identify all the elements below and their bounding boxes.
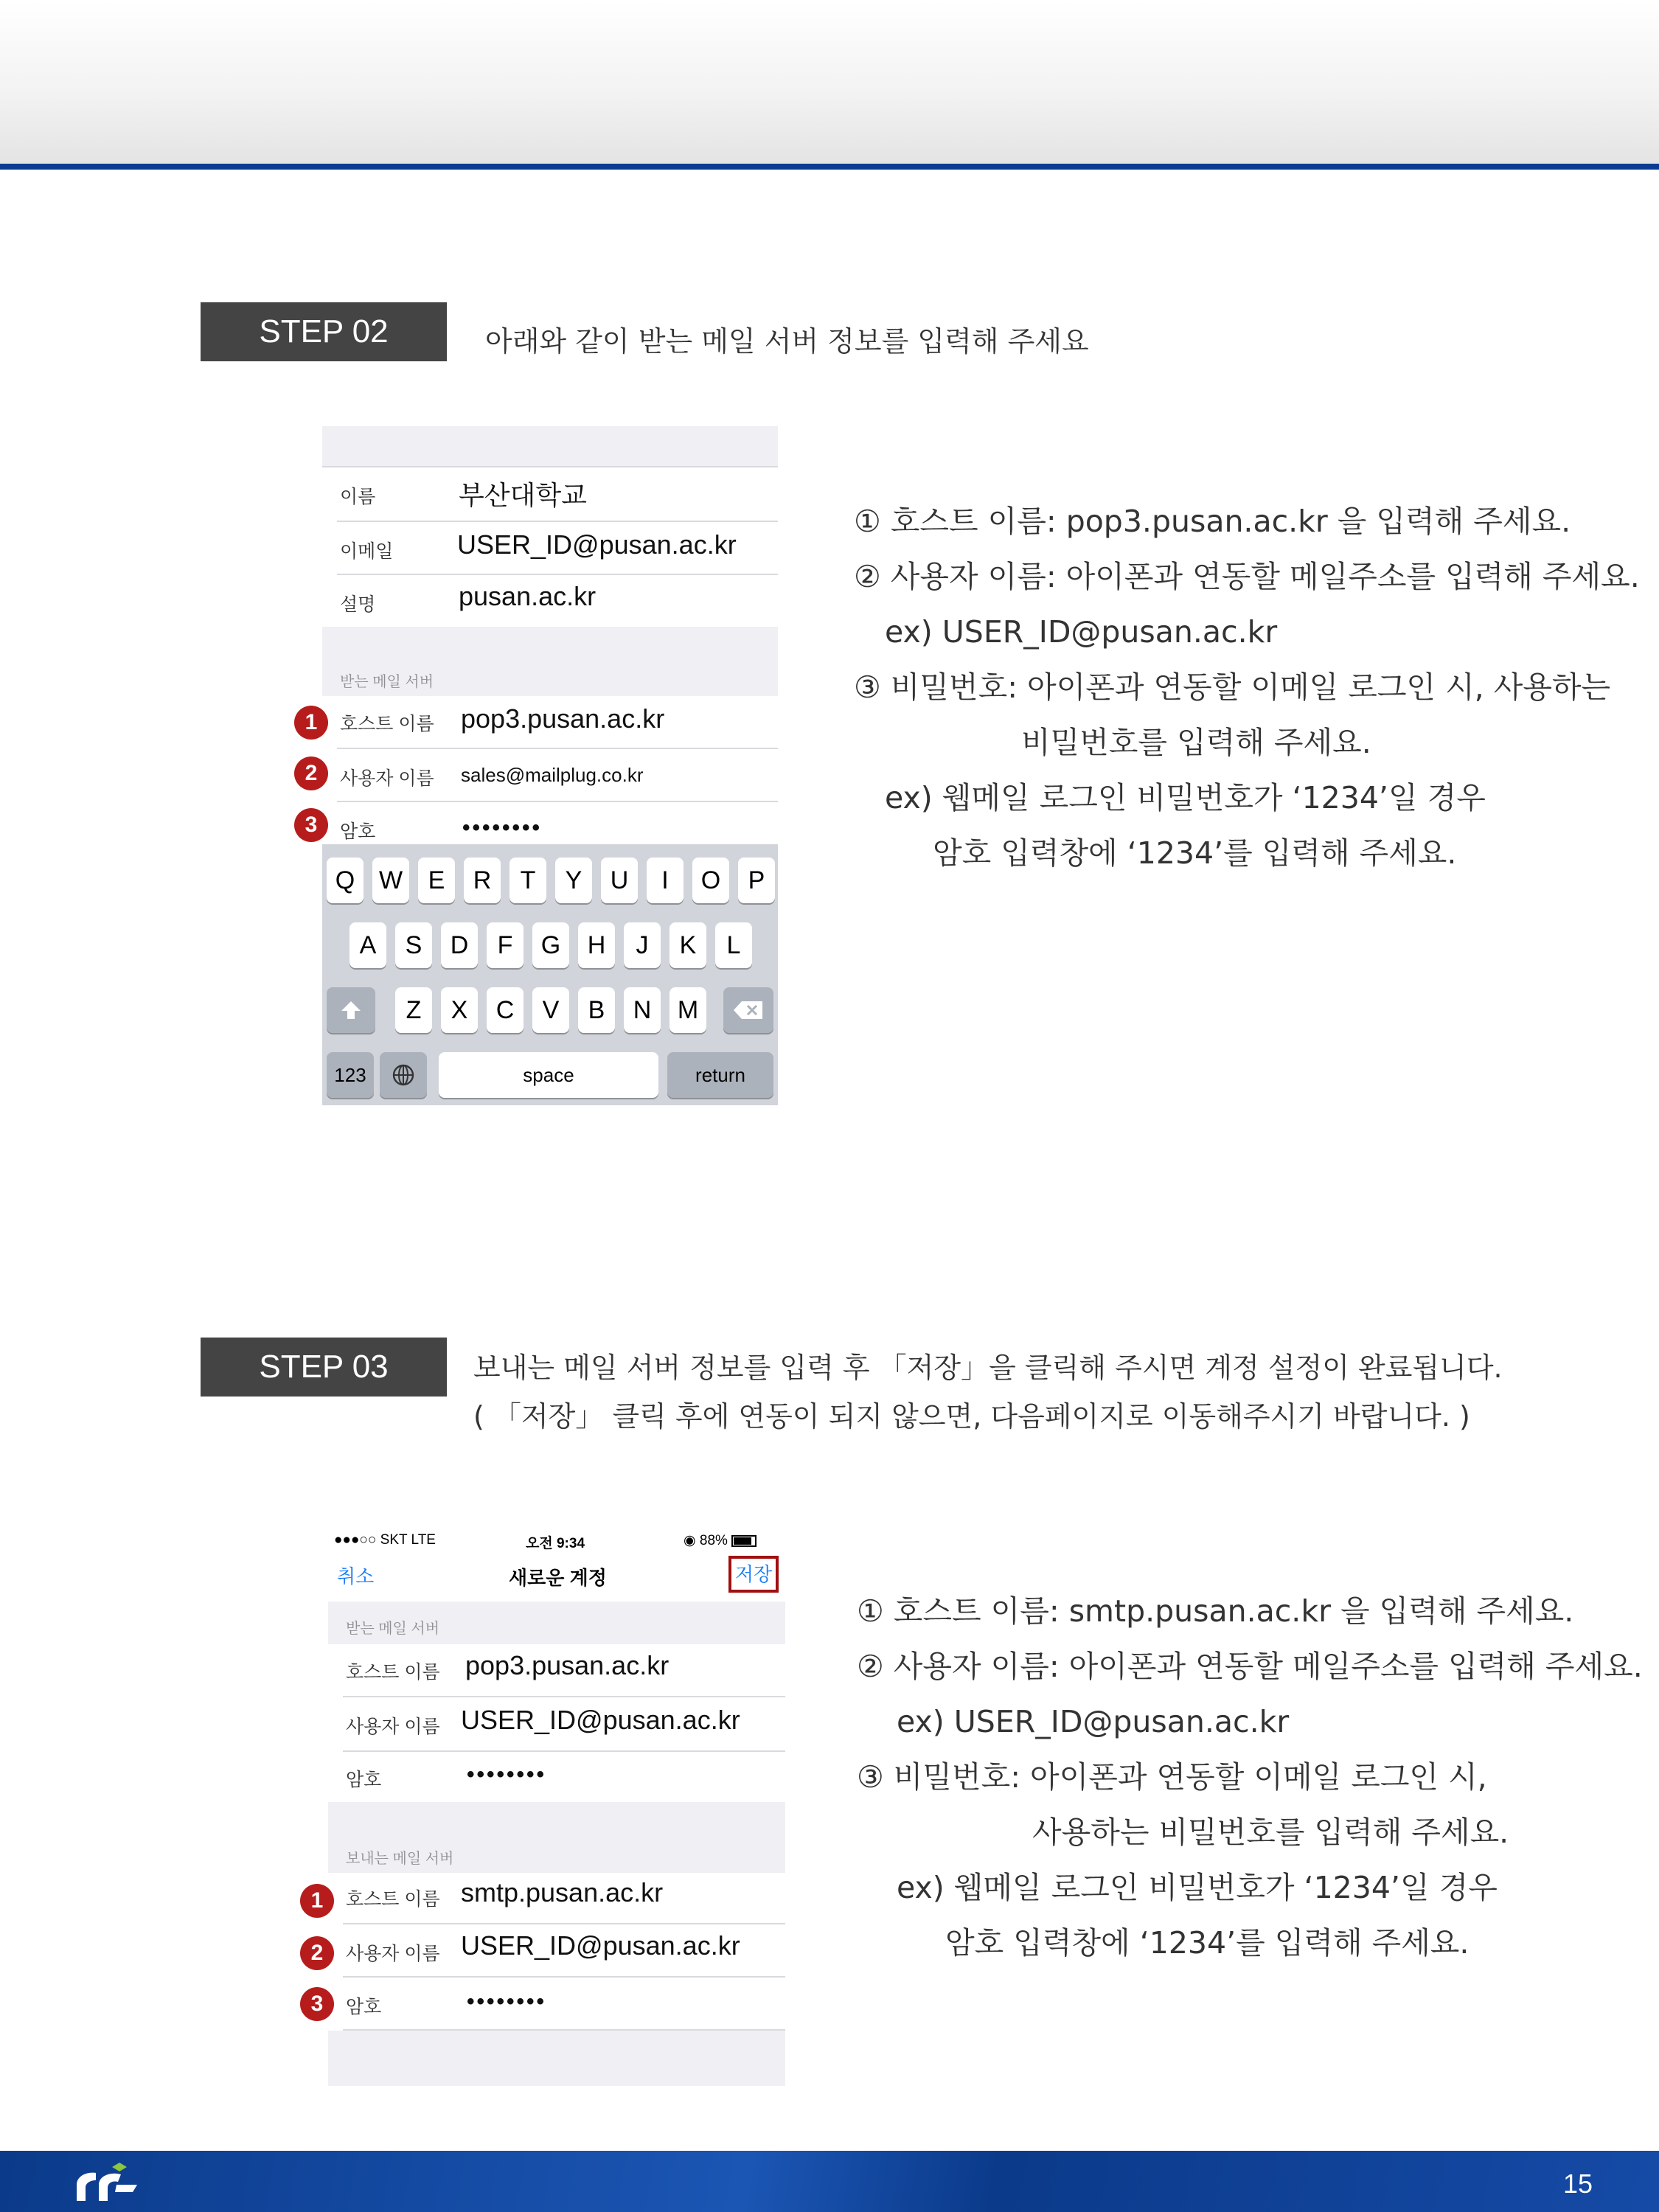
step-03-label: STEP 03 [201, 1338, 447, 1397]
host-field[interactable]: pop3.pusan.ac.kr [461, 703, 665, 734]
key-a[interactable]: A [349, 922, 386, 968]
space-key[interactable]: space [439, 1052, 658, 1098]
instruction-password-cont: 비밀번호를 입력해 주세요. [1021, 725, 1371, 760]
page-number: 15 [1562, 2168, 1593, 2199]
description-field[interactable]: pusan.ac.kr [459, 581, 597, 611]
email-field[interactable]: USER_ID@pusan.ac.kr [457, 529, 737, 560]
instruction-password-example-cont: 암호 입력창에 ‘1234’를 입력해 주세요. [933, 835, 1457, 871]
key-d[interactable]: D [441, 922, 478, 968]
shift-arrow-icon [340, 999, 362, 1021]
incoming-server-section-title: 받는 메일 서버 [346, 1621, 440, 1637]
key-e[interactable]: E [418, 858, 455, 903]
instruction-password-cont: 사용하는 비밀번호를 입력해 주세요. [1032, 1815, 1509, 1850]
badge-1: 1 [300, 1884, 334, 1918]
globe-key[interactable] [380, 1052, 427, 1098]
key-j[interactable]: J [624, 922, 661, 968]
key-y[interactable]: Y [555, 858, 592, 903]
incoming-host-label: 호스트 이름 [346, 1662, 440, 1683]
outgoing-password-label: 암호 [346, 1997, 382, 2017]
instruction-username-example: ex) USER_ID@pusan.ac.kr [897, 1704, 1290, 1739]
badge-1: 1 [294, 706, 328, 740]
globe-icon [392, 1063, 415, 1087]
outgoing-username-label: 사용자 이름 [346, 1944, 440, 1964]
username-field[interactable]: sales@mailplug.co.kr [461, 764, 644, 786]
key-w[interactable]: W [372, 858, 409, 903]
key-n[interactable]: N [624, 987, 661, 1033]
nav-title: 새로운 계정 [509, 1567, 607, 1589]
key-i[interactable]: I [647, 858, 684, 903]
delete-key[interactable] [723, 987, 773, 1033]
key-f[interactable]: F [487, 922, 524, 968]
key-c[interactable]: C [487, 987, 524, 1033]
instruction-password: ③ 비밀번호: 아이폰과 연동할 이메일 로그인 시, 사용하는 [854, 669, 1611, 705]
incoming-username-label: 사용자 이름 [346, 1717, 440, 1737]
key-r[interactable]: R [464, 858, 501, 903]
instruction-password-example-cont: 암호 입력창에 ‘1234’를 입력해 주세요. [945, 1925, 1470, 1961]
instruction-password: ③ 비밀번호: 아이폰과 연동할 이메일 로그인 시, [857, 1759, 1487, 1795]
incoming-username-field[interactable]: USER_ID@pusan.ac.kr [461, 1705, 740, 1735]
outgoing-password-field[interactable]: •••••••• [467, 1989, 547, 2014]
key-s[interactable]: S [395, 922, 432, 968]
shift-key[interactable] [327, 987, 375, 1033]
battery-icon [731, 1535, 757, 1547]
instruction-host: ① 호스트 이름: smtp.pusan.ac.kr 을 입력해 주세요. [857, 1593, 1574, 1629]
ios-keyboard [322, 844, 778, 1105]
save-button[interactable]: 저장 [728, 1556, 779, 1593]
bottom-band [328, 2031, 785, 2086]
key-u[interactable]: U [601, 858, 638, 903]
key-x[interactable]: X [441, 987, 478, 1033]
instruction-password-example: ex) 웹메일 로그인 비밀번호가 ‘1234’일 경우 [897, 1870, 1498, 1905]
instruction-username-example: ex) USER_ID@pusan.ac.kr [885, 614, 1278, 650]
step-03-phone-screenshot [328, 1525, 785, 2086]
key-l[interactable]: L [715, 922, 752, 968]
key-p[interactable]: P [738, 858, 775, 903]
backspace-icon [733, 1001, 764, 1020]
carrier-signal: ●●●○○ SKT LTE [334, 1532, 436, 1548]
description-label: 설명 [340, 594, 376, 615]
instruction-username: ② 사용자 이름: 아이폰과 연동할 메일주소를 입력해 주세요. [854, 559, 1640, 594]
host-label: 호스트 이름 [340, 714, 434, 734]
incoming-server-section-title: 받는 메일 서버 [340, 674, 434, 690]
password-field[interactable]: •••••••• [462, 815, 543, 840]
battery-percent-text: 88% [699, 1533, 728, 1548]
step-02-description: 아래와 같이 받는 메일 서버 정보를 입력해 주세요 [485, 325, 1089, 358]
badge-2: 2 [300, 1936, 334, 1970]
username-label: 사용자 이름 [340, 768, 434, 789]
company-logo-icon [74, 2163, 140, 2204]
outgoing-host-label: 호스트 이름 [346, 1889, 440, 1910]
step-03-description-line1: 보내는 메일 서버 정보를 입력 후 「저장」을 클릭해 주시면 계정 설정이 완료됩니다. [473, 1352, 1503, 1384]
badge-3: 3 [294, 808, 328, 842]
page-header-band [0, 0, 1659, 164]
battery-percent [684, 1532, 757, 1549]
email-label: 이메일 [340, 541, 394, 562]
header-divider [0, 164, 1659, 170]
badge-2: 2 [294, 757, 328, 790]
outgoing-host-field[interactable]: smtp.pusan.ac.kr [461, 1877, 664, 1907]
key-v[interactable]: V [532, 987, 569, 1033]
outgoing-server-section-title: 보내는 메일 서버 [346, 1851, 454, 1867]
key-z[interactable]: Z [395, 987, 432, 1033]
numbers-key[interactable]: 123 [327, 1052, 374, 1098]
cancel-button[interactable]: 취소 [337, 1565, 375, 1587]
page-footer [0, 2151, 1659, 2212]
status-time: 오전 9:34 [526, 1536, 585, 1551]
key-q[interactable]: Q [327, 858, 364, 903]
instruction-password-example: ex) 웹메일 로그인 비밀번호가 ‘1234’일 경우 [885, 780, 1486, 815]
incoming-host-field[interactable]: pop3.pusan.ac.kr [465, 1650, 669, 1680]
step-03-description-line2: ( 「저장」 클릭 후에 연동이 되지 않으면, 다음페이지로 이동해주시기 바랍니다. ) [473, 1400, 1470, 1433]
key-m[interactable]: M [669, 987, 706, 1033]
badge-3: 3 [300, 1987, 334, 2021]
name-label: 이름 [340, 487, 376, 507]
instruction-username: ② 사용자 이름: 아이폰과 연동할 메일주소를 입력해 주세요. [857, 1649, 1643, 1684]
incoming-password-label: 암호 [346, 1770, 382, 1790]
step-02-label: STEP 02 [201, 302, 447, 361]
password-label: 암호 [340, 821, 376, 842]
key-h[interactable]: H [578, 922, 615, 968]
location-icon: ◉ [684, 1533, 696, 1548]
key-k[interactable]: K [669, 922, 706, 968]
return-key[interactable]: return [667, 1052, 773, 1098]
outgoing-username-field[interactable]: USER_ID@pusan.ac.kr [461, 1930, 740, 1961]
name-field[interactable]: 부산대학교 [459, 480, 587, 510]
key-o[interactable]: O [692, 858, 729, 903]
step-02-phone-screenshot [322, 426, 778, 1105]
instruction-host: ① 호스트 이름: pop3.pusan.ac.kr 을 입력해 주세요. [854, 504, 1571, 539]
key-t[interactable]: T [509, 858, 546, 903]
key-g[interactable]: G [532, 922, 569, 968]
key-b[interactable]: B [578, 987, 615, 1033]
top-separator-band [322, 426, 778, 466]
incoming-password-field[interactable]: •••••••• [467, 1762, 547, 1787]
